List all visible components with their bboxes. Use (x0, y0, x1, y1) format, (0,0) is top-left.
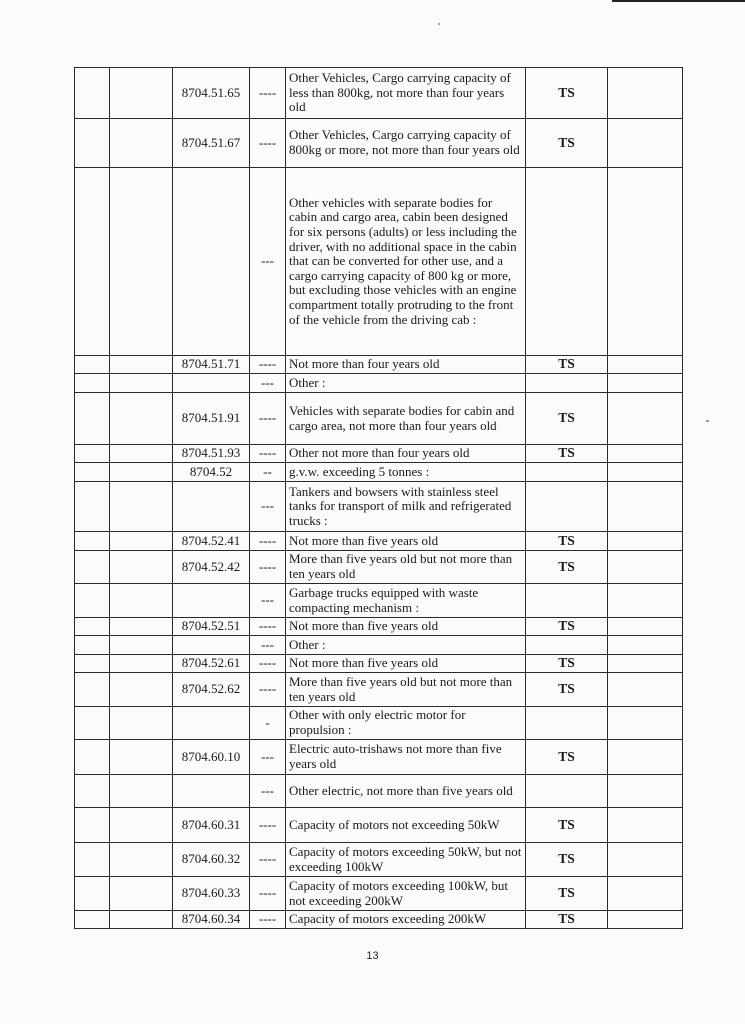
hs-code (173, 775, 250, 808)
table-row (75, 168, 683, 356)
table-row (75, 356, 683, 374)
rate-cell (526, 636, 608, 655)
hs-code: 8704.52.42 (173, 551, 250, 584)
description: Not more than five years old (286, 655, 526, 673)
cell-blank-1 (75, 119, 110, 168)
cell-blank-7 (608, 68, 683, 119)
level-dashes: --- (250, 482, 286, 532)
level-dashes: ---- (250, 119, 286, 168)
cell-blank-1 (75, 356, 110, 374)
cell-blank-1 (75, 463, 110, 482)
table-row (75, 673, 683, 707)
table-row (75, 584, 683, 618)
cell-blank-1 (75, 445, 110, 463)
level-dashes: ---- (250, 618, 286, 636)
rate-cell (526, 584, 608, 618)
description: Electric auto-trishaws not more than five years old (286, 740, 526, 775)
cell-blank-1 (75, 740, 110, 775)
hs-code: 8704.52.61 (173, 655, 250, 673)
level-dashes: ---- (250, 655, 286, 673)
cell-blank-7 (608, 393, 683, 445)
cell-blank-2 (110, 463, 173, 482)
table-row (75, 532, 683, 551)
cell-blank-7 (608, 808, 683, 843)
hs-code (173, 168, 250, 356)
cell-blank-1 (75, 911, 110, 929)
table-row (75, 655, 683, 673)
cell-blank-2 (110, 843, 173, 877)
rate-cell: TS (526, 673, 608, 707)
level-dashes: ---- (250, 445, 286, 463)
cell-blank-7 (608, 618, 683, 636)
description: Other with only electric motor for propulsion : (286, 707, 526, 740)
rate-cell: TS (526, 445, 608, 463)
rate-cell: TS (526, 119, 608, 168)
rate-cell: TS (526, 618, 608, 636)
rate-cell: TS (526, 532, 608, 551)
table-row (75, 843, 683, 877)
hs-code: 8704.52.41 (173, 532, 250, 551)
rate-cell: TS (526, 877, 608, 911)
cell-blank-2 (110, 775, 173, 808)
cell-blank-2 (110, 551, 173, 584)
tariff-table (74, 67, 683, 929)
level-dashes: ---- (250, 673, 286, 707)
rate-cell: TS (526, 356, 608, 374)
cell-blank-1 (75, 551, 110, 584)
cell-blank-7 (608, 636, 683, 655)
hs-code: 8704.51.91 (173, 393, 250, 445)
rate-cell (526, 168, 608, 356)
description: Other vehicles with separate bodies for cabin and cargo area, cabin been designed for six persons (adults) or less including the driver, with no additional space in the cabin that can be converted for other use, and a cargo carrying capacity of 800 kg or more, but excluding those vehicles with an engine compartment totally protruding to the front of the vehicle from the driving cab : (286, 168, 526, 356)
cell-blank-2 (110, 808, 173, 843)
level-dashes: --- (250, 374, 286, 393)
hs-code (173, 584, 250, 618)
level-dashes: --- (250, 740, 286, 775)
rate-cell (526, 775, 608, 808)
description: More than five years old but not more than ten years old (286, 673, 526, 707)
hs-code (173, 374, 250, 393)
cell-blank-1 (75, 618, 110, 636)
cell-blank-2 (110, 707, 173, 740)
cell-blank-1 (75, 843, 110, 877)
cell-blank-2 (110, 393, 173, 445)
cell-blank-2 (110, 445, 173, 463)
hs-code: 8704.51.93 (173, 445, 250, 463)
cell-blank-2 (110, 911, 173, 929)
rate-cell: TS (526, 655, 608, 673)
cell-blank-1 (75, 707, 110, 740)
cell-blank-2 (110, 877, 173, 911)
rate-cell (526, 707, 608, 740)
table-row (75, 68, 683, 119)
description: Capacity of motors not exceeding 50kW (286, 808, 526, 843)
cell-blank-7 (608, 374, 683, 393)
hs-code: 8704.51.65 (173, 68, 250, 119)
level-dashes: --- (250, 775, 286, 808)
rate-cell: TS (526, 393, 608, 445)
cell-blank-1 (75, 393, 110, 445)
table-row (75, 636, 683, 655)
level-dashes: ---- (250, 393, 286, 445)
tariff-table-body (75, 68, 683, 929)
level-dashes: ---- (250, 843, 286, 877)
cell-blank-1 (75, 584, 110, 618)
description: Garbage trucks equipped with waste compacting mechanism : (286, 584, 526, 618)
description: Not more than five years old (286, 532, 526, 551)
hs-code: 8704.60.32 (173, 843, 250, 877)
rate-cell: TS (526, 68, 608, 119)
hs-code: 8704.52.62 (173, 673, 250, 707)
description: Capacity of motors exceeding 200kW (286, 911, 526, 929)
table-row (75, 119, 683, 168)
page-number: 13 (366, 950, 379, 962)
level-dashes: --- (250, 168, 286, 356)
rate-cell (526, 463, 608, 482)
cell-blank-2 (110, 655, 173, 673)
cell-blank-7 (608, 356, 683, 374)
scan-edge-line (612, 0, 745, 2)
cell-blank-2 (110, 636, 173, 655)
hs-code: 8704.51.67 (173, 119, 250, 168)
cell-blank-7 (608, 482, 683, 532)
table-row (75, 374, 683, 393)
scan-speck (706, 420, 709, 422)
description: Other : (286, 636, 526, 655)
cell-blank-7 (608, 551, 683, 584)
level-dashes: --- (250, 584, 286, 618)
description: Tankers and bowsers with stainless steel tanks for transport of milk and refrigerated trucks : (286, 482, 526, 532)
level-dashes: ---- (250, 356, 286, 374)
table-row (75, 911, 683, 929)
hs-code: 8704.60.31 (173, 808, 250, 843)
cell-blank-1 (75, 673, 110, 707)
hs-code: 8704.60.33 (173, 877, 250, 911)
cell-blank-2 (110, 68, 173, 119)
table-row (75, 393, 683, 445)
level-dashes: ---- (250, 877, 286, 911)
cell-blank-7 (608, 707, 683, 740)
description: Other Vehicles, Cargo carrying capacity of 800kg or more, not more than four years old (286, 119, 526, 168)
table-row (75, 808, 683, 843)
table-row (75, 482, 683, 532)
cell-blank-7 (608, 532, 683, 551)
cell-blank-1 (75, 168, 110, 356)
cell-blank-1 (75, 374, 110, 393)
cell-blank-7 (608, 843, 683, 877)
hs-code: 8704.51.71 (173, 356, 250, 374)
table-row (75, 707, 683, 740)
cell-blank-1 (75, 655, 110, 673)
cell-blank-7 (608, 584, 683, 618)
level-dashes: ---- (250, 532, 286, 551)
scan-speck (438, 23, 440, 25)
hs-code: 8704.60.10 (173, 740, 250, 775)
description: Not more than five years old (286, 618, 526, 636)
hs-code (173, 482, 250, 532)
table-row (75, 445, 683, 463)
cell-blank-2 (110, 618, 173, 636)
level-dashes: ---- (250, 68, 286, 119)
cell-blank-2 (110, 168, 173, 356)
cell-blank-2 (110, 356, 173, 374)
hs-code: 8704.60.34 (173, 911, 250, 929)
description: More than five years old but not more than ten years old (286, 551, 526, 584)
cell-blank-7 (608, 775, 683, 808)
rate-cell (526, 482, 608, 532)
rate-cell: TS (526, 808, 608, 843)
description: Other : (286, 374, 526, 393)
cell-blank-2 (110, 374, 173, 393)
hs-code: 8704.52 (173, 463, 250, 482)
cell-blank-2 (110, 532, 173, 551)
table-row (75, 551, 683, 584)
description: Not more than four years old (286, 356, 526, 374)
cell-blank-1 (75, 775, 110, 808)
cell-blank-2 (110, 482, 173, 532)
description: Other Vehicles, Cargo carrying capacity of less than 800kg, not more than four years old (286, 68, 526, 119)
table-row (75, 618, 683, 636)
level-dashes: - (250, 707, 286, 740)
level-dashes: ---- (250, 808, 286, 843)
table-row (75, 877, 683, 911)
table-row (75, 463, 683, 482)
table-row (75, 740, 683, 775)
description: Other electric, not more than five years old (286, 775, 526, 808)
description: Vehicles with separate bodies for cabin and cargo area, not more than four years old (286, 393, 526, 445)
cell-blank-1 (75, 532, 110, 551)
cell-blank-7 (608, 463, 683, 482)
cell-blank-2 (110, 119, 173, 168)
hs-code: 8704.52.51 (173, 618, 250, 636)
cell-blank-7 (608, 168, 683, 356)
cell-blank-7 (608, 119, 683, 168)
rate-cell: TS (526, 911, 608, 929)
cell-blank-2 (110, 673, 173, 707)
hs-code (173, 707, 250, 740)
cell-blank-1 (75, 808, 110, 843)
level-dashes: ---- (250, 551, 286, 584)
cell-blank-2 (110, 740, 173, 775)
level-dashes: -- (250, 463, 286, 482)
description: g.v.w. exceeding 5 tonnes : (286, 463, 526, 482)
rate-cell: TS (526, 843, 608, 877)
description: Capacity of motors exceeding 100kW, but not exceeding 200kW (286, 877, 526, 911)
cell-blank-1 (75, 636, 110, 655)
level-dashes: --- (250, 636, 286, 655)
cell-blank-7 (608, 877, 683, 911)
description: Capacity of motors exceeding 50kW, but not exceeding 100kW (286, 843, 526, 877)
cell-blank-7 (608, 740, 683, 775)
description: Other not more than four years old (286, 445, 526, 463)
cell-blank-7 (608, 655, 683, 673)
cell-blank-2 (110, 584, 173, 618)
cell-blank-7 (608, 911, 683, 929)
rate-cell: TS (526, 740, 608, 775)
rate-cell (526, 374, 608, 393)
level-dashes: ---- (250, 911, 286, 929)
rate-cell: TS (526, 551, 608, 584)
hs-code (173, 636, 250, 655)
cell-blank-1 (75, 877, 110, 911)
table-row (75, 775, 683, 808)
cell-blank-1 (75, 68, 110, 119)
cell-blank-1 (75, 482, 110, 532)
cell-blank-7 (608, 673, 683, 707)
cell-blank-7 (608, 445, 683, 463)
